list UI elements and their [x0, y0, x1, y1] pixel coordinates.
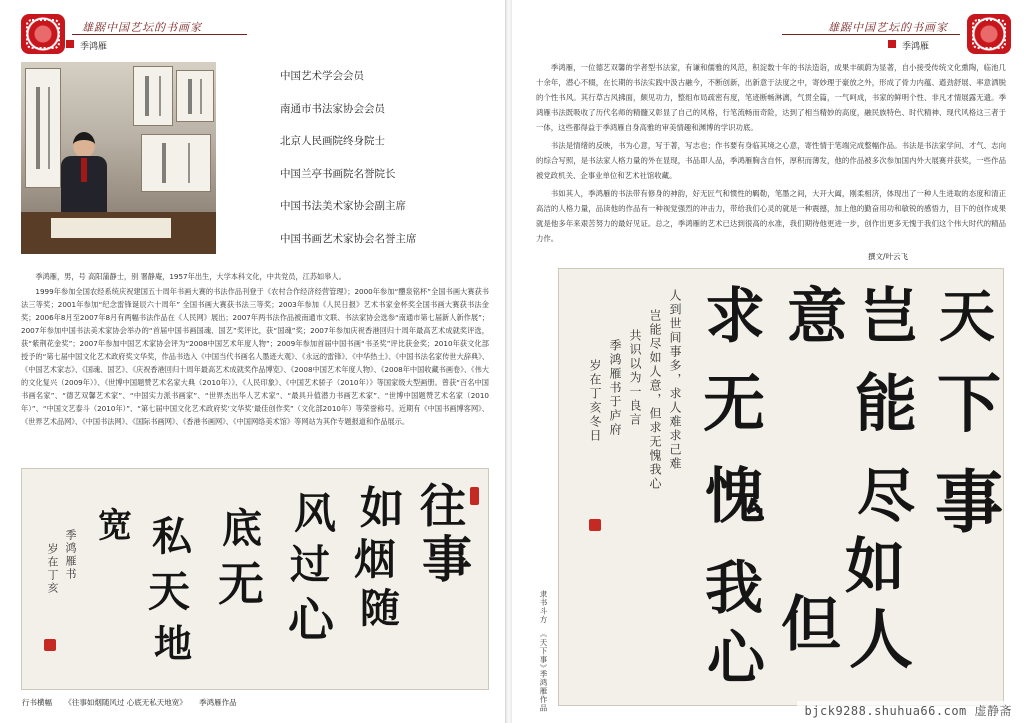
essay-paragraph: 书法是情绪的反映，书为心意，写于著，写志也；作书要有身临其境之心意，寄性情于笔端完成整幅作品。书法是书法家学问、才气、志向的综合写照，是书法家人格力量的外在显现，书品即人品，季鸿雁胸含自怀，厚积而薄发，他的作品被多次参加国内外大展赛并获奖，一些作品被党政机关、企事业单位和艺术社馆收藏。: [536, 141, 1006, 180]
calligraphy-char: 私: [152, 513, 192, 560]
titles-list: [280, 68, 417, 263]
seal-logo-icon: [21, 14, 65, 54]
site-watermark: bjck9288.shuhua66.com 虚静斋: [797, 701, 1020, 721]
calligraphy-char: 底: [222, 505, 262, 552]
list-item: 南通市书法家协会会员: [280, 102, 385, 115]
calligraphy-char: 如: [845, 532, 905, 602]
bio-intro: 季鸿雁，男，号 高阳蒲静士，别 署静庵，1957年出生，大学本科文化，中共党员，江苏如皋人。: [35, 272, 346, 281]
calligraphy-char: 无: [703, 367, 766, 440]
header-artist-name: 季鸿雁: [902, 42, 930, 52]
seal-stamp-icon: [589, 519, 601, 531]
inscription-column: 岁在丁亥: [46, 543, 59, 595]
calligraphy-char: 意: [787, 282, 847, 352]
seal-stamp-icon: [44, 639, 56, 651]
calligraphy-char: 能: [855, 367, 918, 440]
calligraphy-char: 地: [154, 621, 193, 666]
caption-title: 《往事如烟随风过 心底无私天地宽》: [64, 698, 187, 707]
calligraphy-char: 宽: [98, 506, 132, 546]
essay-paragraph: 书如其人，季鸿雁的书法带有修身的神韵，好无匠气和惯性的羁勒，笔墨之间，大开大阖，刚柔相济，体现出了一种人生进取的态度和清正高洁的人格力量，品读他的作品有一种视觉强烈的冲击力，带给我们心灵的就是一种震撼，加上他的勤奋用功和敏锐的感悟力，目下的创作成果就是他多年来艰苦努力的最好见证。总之，季鸿雁的艺术已达到很高的水准，我们期待他更进一步，创作出更多无愧于我们这个伟大时代的精品力作。: [536, 189, 1006, 243]
header-artist-name: 季鸿雁: [80, 42, 108, 52]
calligraphy-char: 风: [294, 489, 337, 538]
list-item: 北京人民画院终身院士: [280, 135, 385, 147]
inscription-column: 季鸿雁书于庐府: [608, 339, 622, 437]
calligraphy-char: 下: [937, 367, 1001, 442]
calligraphy-char: 愧: [705, 462, 765, 532]
seal-stamp-icon: [470, 487, 479, 505]
calligraphy-char: 天: [148, 567, 191, 616]
calligraphy-char: 求: [705, 282, 765, 352]
calligraphy-char: 无: [218, 557, 264, 611]
inscription-column: 岂能尽如人意，但求无愧我心: [648, 309, 662, 491]
right-caption-author: 季鸿雁作品: [539, 670, 548, 713]
essay: [536, 60, 1006, 246]
header-rule: [782, 34, 960, 35]
list-item: 中国艺术学会会员: [280, 70, 364, 82]
caption-style: 行书横幅: [22, 698, 52, 707]
caption-author: 季鸿雁作品: [199, 698, 237, 707]
calligraphy-char: 但: [781, 590, 841, 660]
calligraphy-char: 尽: [857, 462, 916, 530]
calligraphy-char: 天: [939, 284, 995, 350]
calligraphy-char: 往: [420, 479, 466, 533]
calligraphy-left: [21, 468, 489, 690]
calligraphy-char: 烟: [354, 535, 397, 584]
list-item: 中国书画艺术家协会名誉主席: [280, 232, 417, 245]
list-item: 中国兰亭书画院名誉院长: [280, 167, 396, 180]
calligraphy-char: 岂: [859, 282, 919, 352]
calligraphy-char: 人: [849, 603, 913, 678]
seal-logo-icon: [967, 14, 1011, 54]
right-caption-style: 隶书斗方: [539, 590, 548, 624]
bio-body: 1999年参加全国农经系统庆祝建国五十周年书画大赛的书法作品刊登于《农村合作经济经营管理》；2000年参加“醴泉铭杯”全国书画大赛获书法三等奖；2001年参加“纪念雷锋诞辰六十周年” 全国书画大赛获书法三等奖；2003年参加《人民日报》艺术书家金杯奖全国书画大赛获书法金奖；2006年8月至2007年8月有两幅书法作品在《人民网》展出；2007年两书法作品被南通市文联、书法家协会选参“南通市第七届新人新作展”；2007年参加中国书法美术家协会举办的“首届中国书画国魂、国艺”奖评比，获“国魂”奖；2007年参加庆祝香港回归十周年最高艺术成就奖评选，获“紫荆花金奖”；2007年参加中国艺术家协会评为“2008中国艺术年度人物”；2009年参加首届中国书画“书圣奖”评比获金奖；2010年获文化部授予的“第七届中国文化艺术政府奖文华奖，作品书选入《中国当代书画名人墨迹大观》、《永远的雷锋》、《中华热土》、《中国书法名家传世大辞典》、《中国艺术家志》、《国魂、国艺》、《庆祝香港回归十周年最高艺术成就奖作品博览》、《2008中国艺术年度人物》、《2008年中国收藏书画卷》、《伟大的文化复兴（2009年）》、《世博中国题赞艺术名家大典（2010年）》、《人民印象》、《中国艺术骄子（2010年）》等国家级大型画册。曾获“百名中国书画名家”、“德艺双馨艺术家”、“中国实力派书画家”、“世界杰出华人艺术家”、“最具升值潜力书画艺术家”、“世博中国题赞艺术名家（2010年）”、“中国文艺泰斗（2010年）”、“第七届中国文化艺术政府奖‘文华奖’最佳创作奖”（文化部2010年）等荣誉称号。近期有《中国书画博客网》、《世界艺术品网》、《中国书法网》、《国际书画网》、《香港书画网》、《中国网络美术馆》等网站为其作专题报道和作品展示。: [21, 287, 489, 426]
calligraphy-char: 如: [360, 483, 404, 534]
calligraphy-right: [558, 268, 1004, 706]
inscription-column: 岁在丁亥冬日: [588, 359, 602, 443]
essay-signature: 撰文/叶云飞: [868, 252, 909, 261]
inscription-column: 人到世间事多，求人难求己难: [668, 289, 682, 471]
calligraphy-char: 心: [707, 624, 766, 692]
calligraphy-char: 事: [422, 530, 472, 589]
calligraphy-char: 我: [705, 554, 764, 622]
header-square-icon: [888, 40, 896, 48]
header-title: 雄踞中国艺坛的书画家: [828, 21, 948, 34]
left-caption: [22, 697, 247, 708]
header-title: 雄踞中国艺坛的书画家: [82, 21, 202, 34]
left-page: [0, 0, 506, 723]
calligraphy-char: 事: [935, 463, 1004, 543]
artist-photo: [21, 62, 216, 254]
calligraphy-char: 心: [288, 593, 334, 647]
list-item: 中国书法美术家协会副主席: [280, 200, 406, 212]
calligraphy-char: 随: [360, 585, 400, 632]
right-caption-title: 《天下事》: [539, 630, 548, 673]
header-rule: [72, 34, 247, 35]
essay-paragraph: 季鸿雁，一位德艺双馨的学者型书法家，有谦和儒雅的风范，积淀数十年的书法造诣，成果丰硕蔚为显著，自小接受传统文化熏陶，临池几十余年，潜心不辍，在长期的书法实践中汲古融今，不断创新，出新意于法度之中，寄妙理于豪放之外，形成了骨力内蕴、遒劲舒展、率意洒脱的个性书风。其行草古风拂面，颇见功力，整组布局疏密有度，笔迹断畅淋漓，气贯全篇，一气呵成，书家的鲜明个性、非凡才情展露无遗。季鸿雁书法既吸收了历代名师的精髓又彰显了自己的风格，行笔流畅而奇险，达到了相当精妙的高度，融民族特色、时代精神、现代风格这三者于一体，这些都得益于季鸿雁自身高雅的审美情趣和渊博的学识功底。: [536, 63, 1006, 132]
inscription-column: 共识以为一良言: [628, 329, 642, 427]
calligraphy-char: 过: [290, 541, 330, 588]
header-square-icon: [66, 40, 74, 48]
biography: [21, 270, 489, 428]
inscription-column: 季鸿雁书: [64, 529, 77, 581]
